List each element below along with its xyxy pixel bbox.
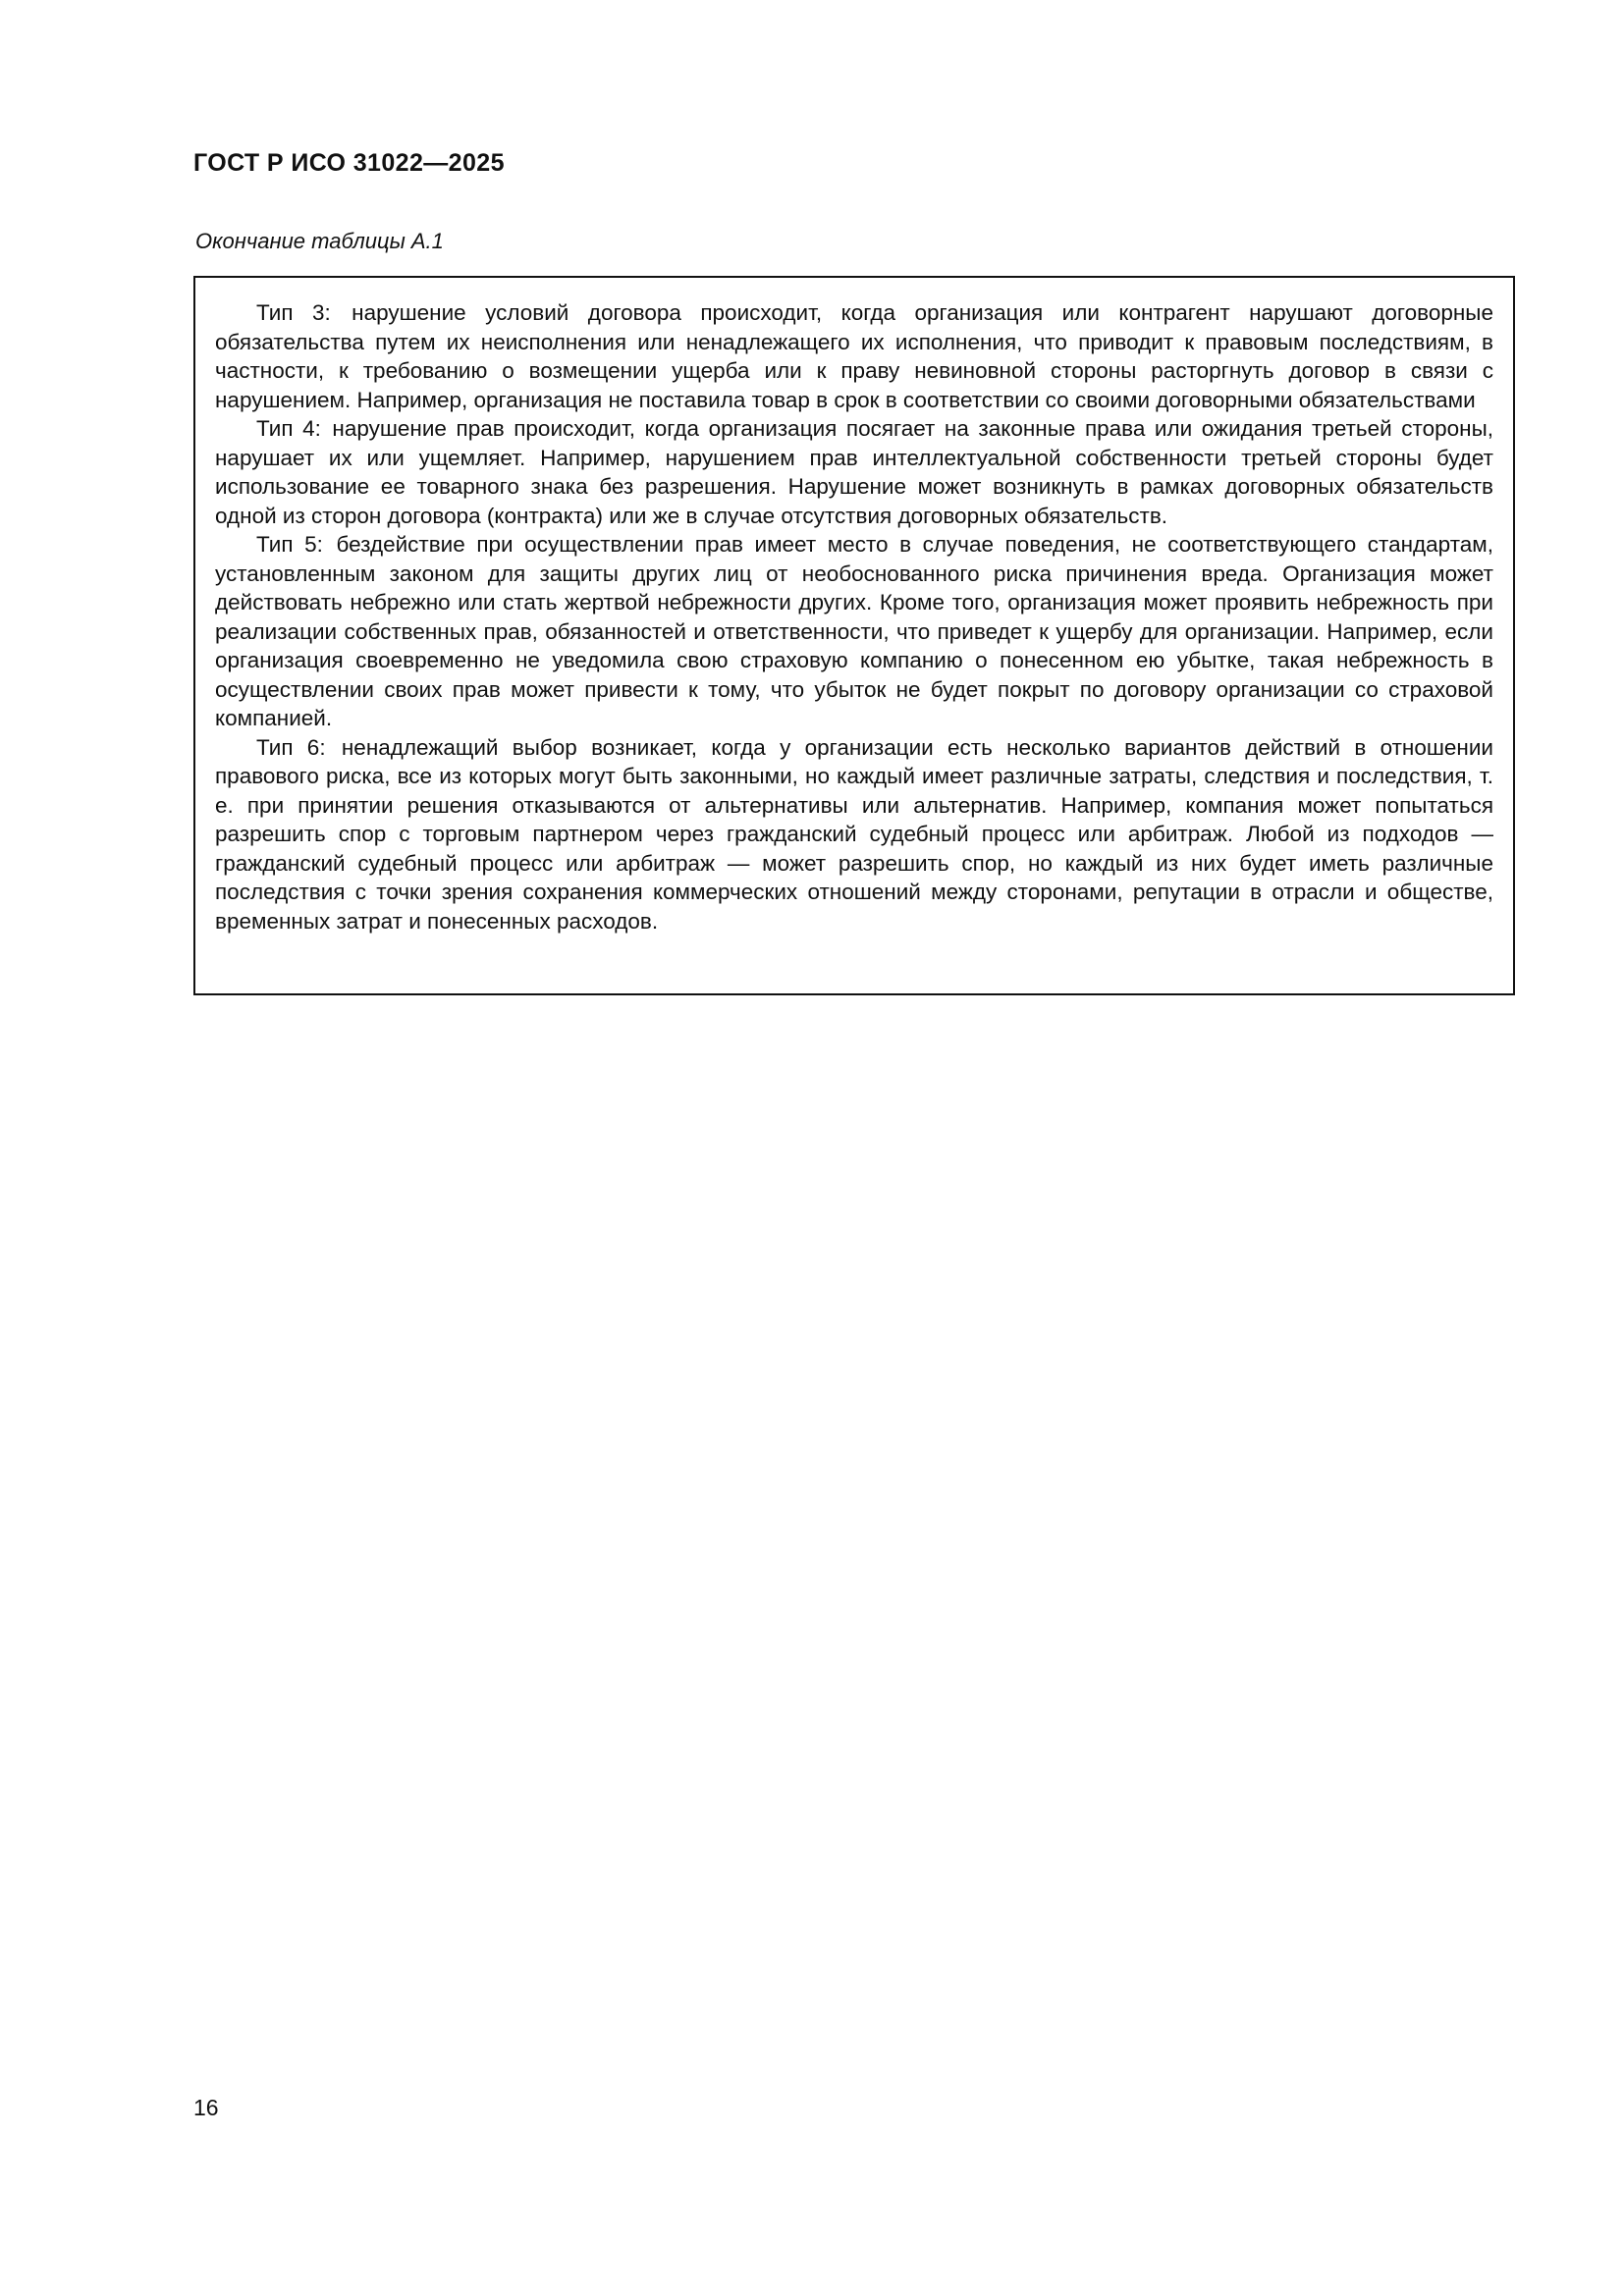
type-description: нарушение прав происходит, когда организация посягает на законные права или ожидания третьей стороны, нарушает их или ущемляет. Например, нарушением прав интеллектуальной собственности третьей стороны будет использование ее товарного знака без разрешения. Нарушение может возникнуть в рамках договорных обязательств одной из сторон договора (контракта) или же в случае отсутствия договорных обязательств. [215, 416, 1493, 528]
type-label: Тип 3: [256, 300, 331, 325]
type-label: Тип 5: [256, 532, 323, 557]
type-label: Тип 4: [256, 416, 321, 441]
table-row-type-5 [215, 530, 1493, 733]
table-frame [193, 276, 1515, 995]
type-description: бездействие при осуществлении прав имеет место в случае поведения, не соответствующего стандартам, установленным законом для защиты других лиц от необоснованного риска причинения вреда. Организация может действовать небрежно или стать жертвой небрежности других. Кроме того, организация может проявить небрежность при реализации собственных прав, обязанностей и ответственности, что приведет к ущербу для организации. Например, если организация своевременно не уведомила свою страховую компанию о понесенном ею убытке, такая небрежность в осуществлении своих прав может привести к тому, что убыток не будет покрыт по договору организации со страховой компанией. [215, 532, 1493, 730]
page-number: 16 [193, 2095, 219, 2120]
table-row-type-3 [215, 298, 1493, 414]
type-label: Тип 6: [256, 734, 326, 760]
document-header: ГОСТ Р ИСО 31022—2025 [193, 149, 505, 177]
type-description: нарушение условий договора происходит, когда организация или контрагент нарушают договорные обязательства путем их неисполнения или ненадлежащего их исполнения, что приводит к правовым последствиям, в частности, к требованию о возмещении ущерба или к праву невиновной стороны расторгнуть договор в связи с нарушением. Например, организация не поставила товар в срок в соответствии со своими договорными обязательствами [215, 300, 1493, 412]
table-row-type-6 [215, 733, 1493, 936]
table-row-type-4 [215, 414, 1493, 530]
table-caption: Окончание таблицы А.1 [195, 229, 444, 253]
type-description: ненадлежащий выбор возникает, когда у организации есть несколько вариантов действий в отношении правового риска, все из которых могут быть законными, но каждый имеет различные затраты, следствия и последствия, т. е. при принятии решения отказываются от альтернативы или альтернатив. Например, компания может попытаться разрешить спор с торговым партнером через гражданский судебный процесс или арбитраж. Любой из подходов — гражданский судебный процесс или арбитраж — может разрешить спор, но каждый из них будет иметь различные последствия с точки зрения сохранения коммерческих отношений между сторонами, репутации в отрасли и обществе, временных затрат и понесенных расходов. [215, 734, 1493, 934]
